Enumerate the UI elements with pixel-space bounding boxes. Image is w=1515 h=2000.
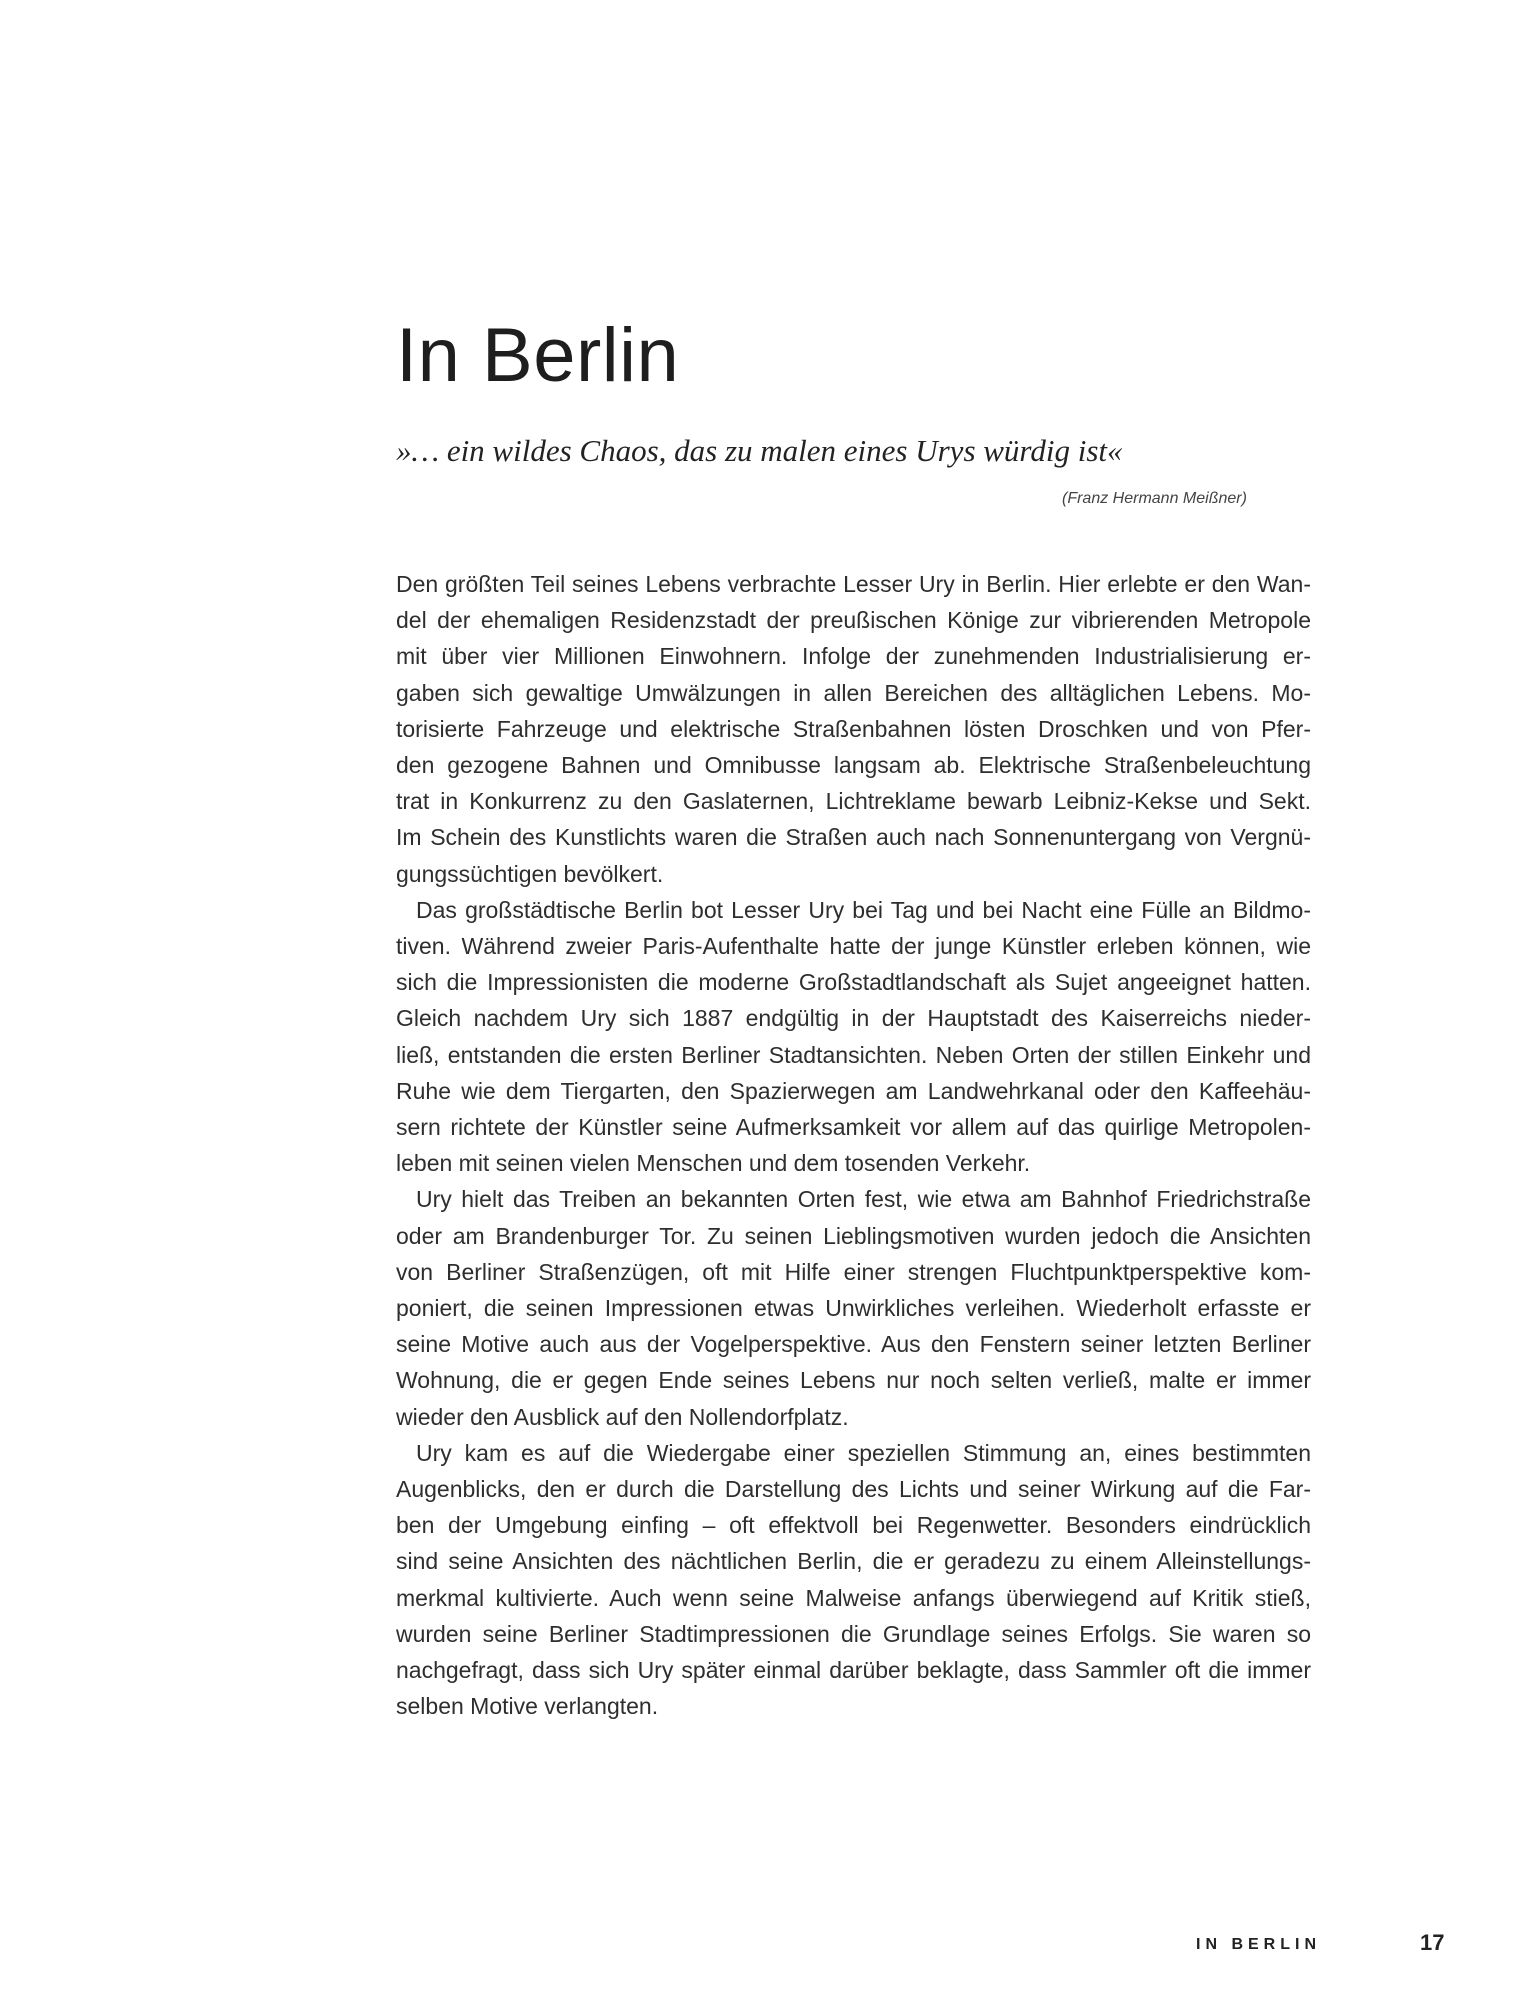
motto-source: (Franz Hermann Meißner) [1062, 490, 1247, 507]
paragraph [396, 1181, 1311, 1434]
text-line: merkmal kultivierte. Auch wenn seine Malweise anfangs überwiegend auf Kritik stieß, [396, 1584, 1311, 1611]
text-line: Ruhe wie dem Tiergarten, den Spazierwegen am Landwehrkanal oder den Kaffeehäu- [396, 1077, 1311, 1104]
text-line: seine Motive auch aus der Vogelperspektive. Aus den Fenstern seiner letzten Berliner [396, 1331, 1311, 1358]
text-line: leben mit seinen vielen Menschen und dem tosenden Verkehr. [396, 1150, 1031, 1177]
text-line: Ury kam es auf die Wiedergabe einer speziellen Stimmung an, eines bestimmten [416, 1439, 1311, 1466]
text-line: sich die Impressionisten die moderne Großstadtlandschaft als Sujet angeeignet hatten. [396, 969, 1311, 996]
paragraph [396, 1435, 1311, 1725]
text-line: selben Motive verlangten. [396, 1693, 659, 1720]
text-line: gaben sich gewaltige Umwälzungen in allen Bereichen des alltäglichen Lebens. Mo- [396, 679, 1311, 706]
text-line: torisierte Fahrzeuge und elektrische Straßenbahnen lösten Droschken und von Pfer- [396, 715, 1311, 742]
text-line: sind seine Ansichten des nächtlichen Berlin, die er geradezu zu einem Alleinstellungs- [396, 1548, 1311, 1575]
chapter-motto: »… ein wildes Chaos, das zu malen eines Urys würdig ist« [396, 433, 1123, 468]
text-line: nachgefragt, dass sich Ury später einmal darüber beklagte, dass Sammler oft die immer [396, 1657, 1311, 1684]
text-line: von Berliner Straßenzügen, oft mit Hilfe einer strengen Fluchtpunktperspektive kom- [396, 1258, 1311, 1285]
text-line: tiven. Während zweier Paris-Aufenthalte hatte der junge Künstler erleben können, wie [396, 933, 1311, 960]
text-line: Augenblicks, den er durch die Darstellung des Lichts und seiner Wirkung auf die Far- [396, 1476, 1311, 1503]
text-line: wieder den Ausblick auf den Nollendorfplatz. [396, 1403, 849, 1430]
chapter-title: In Berlin [396, 313, 680, 398]
text-line: Im Schein des Kunstlichts waren die Straßen auch nach Sonnenuntergang von Vergnü- [396, 824, 1311, 851]
text-line: trat in Konkurrenz zu den Gaslaternen, Lichtreklame bewarb Leibniz-Kekse und Sekt. [396, 788, 1311, 815]
text-line: Wohnung, die er gegen Ende seines Lebens nur noch selten verließ, malte er immer [396, 1367, 1311, 1394]
text-line: den gezogene Bahnen und Omnibusse langsam ab. Elektrische Straßenbeleuchtung [396, 752, 1311, 779]
text-line: mit über vier Millionen Einwohnern. Infolge der zunehmenden Industrialisierung er- [396, 643, 1311, 670]
running-head: IN BERLIN [1196, 1936, 1321, 1953]
paragraph [396, 892, 1311, 1182]
text-line: Den größten Teil seines Lebens verbrachte Lesser Ury in Berlin. Hier erlebte er den Wan- [396, 571, 1311, 597]
text-line: oder am Brandenburger Tor. Zu seinen Lieblingsmotiven wurden jedoch die Ansichten [396, 1222, 1311, 1249]
body-text [396, 566, 1311, 1725]
text-line: ließ, entstanden die ersten Berliner Stadtansichten. Neben Orten der stillen Einkehr und [396, 1041, 1311, 1068]
text-line: Gleich nachdem Ury sich 1887 endgültig in der Hauptstadt des Kaiserreichs nieder- [396, 1005, 1311, 1032]
text-line: Ury hielt das Treiben an bekannten Orten fest, wie etwa am Bahnhof Friedrichstraße [416, 1186, 1311, 1213]
page-number: 17 [1420, 1930, 1445, 1955]
text-line: poniert, die seinen Impressionen etwas Unwirkliches verleihen. Wiederholt erfasste er [396, 1295, 1311, 1322]
text-line: Das großstädtische Berlin bot Lesser Ury bei Tag und bei Nacht eine Fülle an Bildmo- [416, 896, 1311, 923]
text-line: wurden seine Berliner Stadtimpressionen die Grundlage seines Erfolgs. Sie waren so [396, 1620, 1311, 1647]
text-line: sern richtete der Künstler seine Aufmerksamkeit vor allem auf das quirlige Metropolen- [396, 1114, 1311, 1141]
text-line: ben der Umgebung einfing – oft effektvoll bei Regenwetter. Besonders eindrücklich [396, 1512, 1311, 1539]
text-line: gungssüchtigen bevölkert. [396, 860, 664, 887]
text-line: del der ehemaligen Residenzstadt der preußischen Könige zur vibrierenden Metropole [396, 607, 1311, 634]
paragraph [396, 566, 1311, 892]
